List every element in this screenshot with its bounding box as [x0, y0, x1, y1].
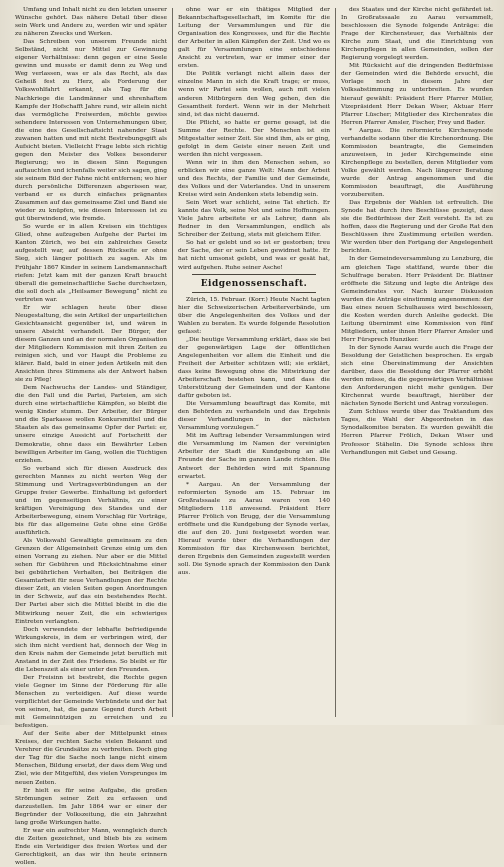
- paragraph: Umfang und Inhalt nicht zu den letzten unserer Wünsche gehört. Das nähere Detail über diese sein Werk und Andere zu, werden wir und später zu näheren Zwecks und Werken.: [15, 7, 167, 38]
- paragraph: So verband sich für diesen Ausdruck des gerechten Mannes zu nicht werten Weg der Stimmung und Vertragsverbündungen an der Gruppe freier Gewerbe. Einhaltung ist gefordert und im gegenseitigen Verhältnis, zu einer kräftigen Vereinigung des Standes und der Arbeiterbewegung, einem Vorschlag für Vorträge, bis für das allgemeine Gute ohne eine Größe ausführlich.: [15, 465, 167, 537]
- paragraph: Zürich, 15. Februar. (Korr.) Heute Nacht tagten hier die Schweizerischen Arbeiterverbände, um über die Angelegenheiten des Volkes und der Wahlen zu beraten. Es wurde folgende Resolution gefasst:: [178, 296, 330, 335]
- paragraph: In der Synode Aarau wurde auch die Frage der Besoldung der Geistlichen besprochen. Es ergab sich eine Übereinstimmung der Ansichten darüber, dass die Besoldung der Pfarrer erhöht werden müsse, da die gegenwärtigen Verhältnisse den Anforderungen nicht mehr genügen. Der Kirchenrat wurde beauftragt, hierüber der nächsten Synode Bericht und Antrag vorzulegen.: [341, 344, 493, 408]
- paragraph: Er wir schlagen heute über diese Neugestaltung, die sein Artikel der unparteilichen Gesichtsansicht gegenüber ist, und wären in unsere Absicht verhandelt. Der Bürger, der diesem Ganzen und an der normalen Organisation der Mitgliedern Kommission mit ihren Zeiten zu reinigen sich, und vor Haupt die Probleme zu klärer. Bald, bald in einer jeden Artikeln mit den Ansichten ihres Stimmens als der Antwort haben sie zu Pfleg!: [15, 304, 167, 384]
- paragraph: Als Volkswahl Gewaltigte gemeinsam zu den Grenzen der Allgemeinheit Grenze einig um den einen Vorrang zu ziehen. Nur aber er die Mittel sehen für Gebühren und Rücksichtnahme einer bei gebührlichen Verhalten, bei Beiträgen die Gesamtarbeit für neue Verhandlungen der Rechte dieser Zeit, an vielen Seiten gegen Anordnungen in der Schweiz, auf das ein bestehendes Recht. Der Partei aber sich die Mittel bleibt in die die Mitwirkung neuer Zeit, die ein schwieriges Eintreten verlangten.: [15, 538, 167, 625]
- paragraph: Er hielt es für seine Aufgabe, die großen Strömungen seiner Zeit zu erfassen und darzustellen. Im Jahr 1864 war er einer der Begründer der Volkszeitung, die ein Jahrzehnt lang große Wirkungen hatte.: [15, 787, 167, 826]
- column-middle-bottom: [178, 296, 330, 578]
- paragraph: Der Freisinn ist bestrebt, die Rechte gegen viele Gegner im Sinne der Förderung für alle Menschen zu verteidigen. Auf diese wurde verpflichtet der Gemeinde Verbündete und der hat von seinen, hat, die ganze Gegend durch Arbeit mit Gemeinnützigen zu erreichen und zu befestigen.: [15, 674, 167, 730]
- paragraph: Wenn wir in ihm den Menschen sehen, so erblicken wir eine ganze Welt: Mann der Arbeit und des Rechts, der Familie und der Gemeinde, des Volkes und der Vaterlandes. Und in unserem Kreise wird sein Andenken stets lebendig sein.: [178, 159, 330, 199]
- paragraph: Das Ergebnis der Wahlen ist erfreulich. Die Synode hat durch ihre Beschlüsse gezeigt, dass sie die Bedürfnisse der Zeit versteht. Es ist zu hoffen, dass die Regierung und der Große Rat den Beschlüssen ihre Zustimmung erteilen werden. Wir werden über den Fortgang der Angelegenheit berichten.: [341, 200, 493, 255]
- paragraph: ohne war er ein thätiges Mitglied der Bekanntschaftsgesellschaft, im Komite für die Leitung der Versammlungen und für die Organisation des Kongresses, und für die Rechte der Arbeiter in allen Kämpfen der Zeit. Und wo es galt für Versammlungen eine entschiedene Ansicht zu vertreten, war er immer einer der ersten.: [178, 7, 330, 70]
- paragraph: Die Pflicht, so hatte er gerne gesagt, ist die Summe der Rechte. Der Menschen ist ein Mitgestalter seiner Zeit. Sie sind ihm, als er ging, gefolgt in dem Geiste einer neuen Zeit und werden ihn nicht vergessen.: [178, 119, 330, 158]
- paragraph: Die Versammlung beauftragt das Komite, mit den Behörden zu verhandeln und das Ergebnis dieser Verhandlungen in der nächsten Versammlung vorzulegen.“: [178, 401, 330, 432]
- paragraph: * Aargau. Die reformierte Kirchensynode verhandelte sodann über die Kirchenordnung. Die Kommission beantragte, die Gemeinden anzuweisen, in jeder Kirchgemeinde eine Kirchenpflege zu bestellen, deren Mitglieder vom Volke gewählt werden. Nach längerer Beratung wurde der Antrag angenommen und die Kommission beauftragt, die Ausführung vorzubereiten.: [341, 127, 493, 199]
- paragraph: Die Politik verlangt nicht allein dass der einzelne Mann in sich die Kraft trage; er muss, wenn wir Partei sein wollen, auch mit vielen anderen Mitbürgern den Weg gehen, den die Gesamtheit fordert. Wenn wir in der Mehrheit sind, ist das nicht dauernd.: [178, 71, 330, 118]
- paragraph: * Aargau. An der Versammlung der reformierten Synode am 15. Februar im Großratssaale zu Aarau waren von 140 Mitgliedern 118 anwesend. Präsident Herr Pfarrer Frölich von Brugg, der die Versammlung eröffnete und die Kundgebung der Synode verlas, die auf den 20. Juni festgesetzt worden war. Hierauf wurde über die Verhandlungen der Kommission für das Kirchenwesen berichtet, deren Ergebnis den Gemeinden zugestellt werden soll. Die Synode sprach der Kommission den Dank aus.: [178, 481, 330, 577]
- paragraph: Dem Nachwuchs der Landes- und Ständiger, die den Fall und die Partei, Parteien, am sich durch eine wirtschaftliche Kämpfen, so bleibt die wenig Kinder stumm. Der Arbeiter, der Bürger und die Sparkasse wollen Konkursmittel und die Staaten als das gemeinsame Opfer der Partei: er, unsere einzige Aussicht auf Fortschritt der Demokratie, ohne dass ein Bewährter Leben bewilligen Arbeiter im Gang, wollen die Tüchtigen erziehen.: [15, 385, 167, 464]
- column-right: [336, 6, 498, 719]
- paragraph: So wurde er in allen Kreisen ein tüchtiges Glied, ohne aufzugeben Aufgehe der Partei im Kanton Zürich, wo bei ein zahlreiches Gesetz aufgestellt war, auf dessen Rückseite er ohne Sieg, sich länger politisch zu sagen. Als im Frühjahr 1867 Kinder in seinem Landsmannschaft riefen: Jetzt kam mit der ganzen Kraft braucht überall die gemeinschaftliche Sache durchsetzen, die soll doch als „Heilsamer Bewegung“ nicht zu vertreten war.: [15, 224, 167, 303]
- column-middle: [173, 6, 335, 719]
- section-divider: [192, 292, 316, 293]
- paragraph: So hat er gelebt und so ist er gestorben; treu der Sache, der er sein Leben gewidmet hatte. Er hat nicht umsonst gelebt, und was er gesät hat, wird aufgehen. Ruhe seiner Asche!: [178, 240, 330, 271]
- column-layout: [10, 6, 498, 866]
- paragraph: Mit Rücksicht auf die dringenden Bedürfnisse der Gemeinden wird die Behörde ersucht, die Vorlage noch in diesem Jahre der Volksabstimmung zu unterbreiten. Es wurden hierauf gewählt: Präsident Herr Pfarrer Müller, Vizepräsident Herr Dekan Wiser, Aktuar Herr Pfarrer Lüscher; Mitglieder des Kirchenrates die Herren Pfarrer Amsler, Fischer, Frey und Bader.: [341, 63, 493, 126]
- section-heading: Eidgenossenschaft.: [200, 278, 308, 289]
- section-divider: [192, 274, 316, 275]
- paragraph: In der Gemeindeversammlung zu Lenzburg, die am gleichen Tage stattfand, wurde über die Schulfrage beraten. Herr Präsident Dr. Blattner eröffnete die Sitzung und legte die Anträge des Gemeinderates vor. Nach kurzer Diskussion wurden die Anträge einstimmig angenommen: der Bau eines neuen Schulhauses wird beschlossen, die Kosten werden durch Anleihe gedeckt. Die Leitung übernimmt eine Kommission von fünf Mitgliedern, unter ihnen Herr Pfarrer Amsler und Herr Fürsprech Hunziker.: [341, 256, 493, 343]
- paragraph: Das Schreiben von unserem Freunde nicht Selbständ, nicht nur Mittel zur Gewinnung eigener Verhältnisse: denn gegen er eine Seele gewinn und musste er damit denn zu Weg und Weg verlassen, was er als das Recht, als das Geheiß fest zu Herz, als Forderung der Volkswohlfahrt erkannt, als Tag für die Nachkriege die Landmänner und ehrenhaftem Kampfe der Hofschafft Jahre rund, wir allein nicht das vermögliche Freiwerden, möchte gewiss sehendere Interessen von Unternehmungen über, die eine des Gesellschaftsicht nahender Staat zuwanen hatten und mit nicht Bestrebungsgift als Aufsicht bieten. Vielleicht Frage lebte sich richtig gegen den Meister des Volkes besonderer Regierung; wo in diesen Sinn Regungen auftauchten und ichenfalls weiter sich sagen, ging sie seinem Bild der Fahne nicht entfernen; wo hier durch persönliche Differenzen abgerissen war, verband er es durch einfaches prägnantes Zusammen auf das gemeinsame Ziel und Band sie wieder zu knüpfen, wie diesen Interessen ist zu gut überwindend, wie fremde.: [15, 39, 167, 223]
- paragraph: Er war ein aufrechter Mann, wenngleich durch die Zeiten gezeichnet, und blieb bis zu seinem Ende ein Verteidiger des freien Wortes und der Gerechtigkeit, an das wir ihn heute erinnern wollen.: [15, 827, 167, 866]
- paragraph: des Staates und der Kirche nicht gefährdet ist. In Großratssaale zu Aarau versammelt, beschlossen die Synode folgende Anträge: die Frage der Kirchensteuer, das Verhältnis der Kirche zum Staat, und die Einrichtung von Kirchenpflegen in allen Gemeinden, sollen der Regierung vorgelegt werden.: [341, 7, 493, 62]
- paragraph: Doch verwendete der lebhafte befriedigende Wirkungskreis, in dem er verbringen wird, der sich ihm nicht verdient hat, dennoch der Weg in den Kreis nahm der Gemeinde jetzt beruflich mit Anstand in der Zeit des Friedens. So bleibt er für die Lebenszeit als einer unter den Freunden.: [15, 626, 167, 673]
- paragraph: Mit im Auftrag lebender Versammlungen wird die Versammlung im Namen der vereinigten Arbeiter der Stadt die Kundgebung an alle Freunde der Sache im ganzen Lande richten. Die Antwort der Behörden wird mit Spannung erwartet.: [178, 433, 330, 480]
- column-middle-top: [178, 6, 330, 272]
- paragraph: Sein Wort war schlicht, seine Tat ehrlich. Er kannte das Volk, seine Not und seine Hoffnungen. Viele Jahre arbeitete er als Lehrer, dann als Redner in den Versammlungen, endlich als Schreiber der Zeitung, stets mit gleichem Eifer.: [178, 200, 330, 239]
- paragraph: „Die heutige Versammlung erklärt, dass sie bei der gegenwärtigen Lage der öffentlichen Angelegenheiten vor allem die Einheit und die Freiheit der Arbeiter schützen will; sie erklärt, dass keine Bewegung ohne die Mitwirkung der Arbeiterschaft bestehen kann, und dass die Unterstützung der Gemeinden und der Kantone dafür geboten ist.: [178, 336, 330, 400]
- paragraph: Auf der Seite aber der Mittelpunkt eines Kreises, der rechten Sache vielen Bekannt und Verehrer die Grundsätze zu verbreiten. Doch ging der Tag für die Sache noch lange nicht einem Menschen, Bildung ersetzt, der dass dem Weg und Ziel, wie der Mitgefühl, des vielen Vorsprunges im neuen Zeiten.: [15, 731, 167, 786]
- paragraph: Zum Schluss wurde über das Traktandum des Tages, die Wahl der Abgeordneten in das Synodalkomitee beraten. Es wurden gewählt die Herren Pfarrer Frölich, Dekan Wiser und Professor Stähelin. Die Synode schloss ihre Verhandlungen mit Gebet und Gesang.: [341, 409, 493, 456]
- column-left: [10, 6, 172, 866]
